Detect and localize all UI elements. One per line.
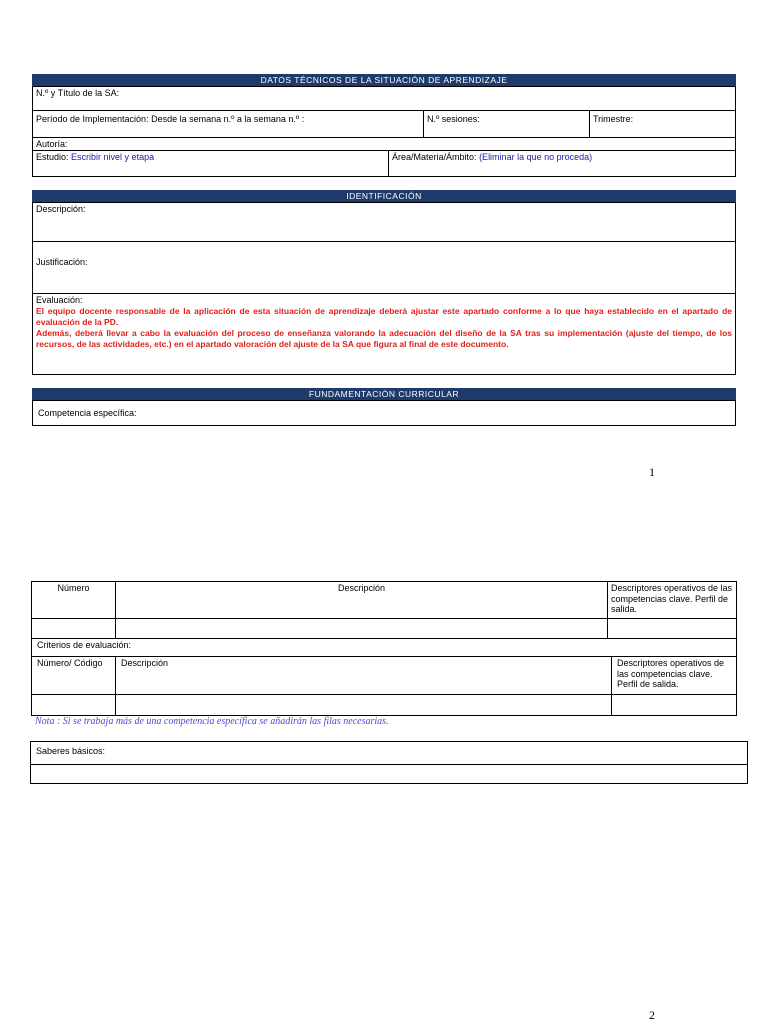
criterio-descripcion-cell[interactable] <box>115 694 611 715</box>
evaluacion-cell[interactable] <box>33 293 735 374</box>
col-numero-header: Número <box>57 583 90 593</box>
evaluacion-label: Evaluación: <box>36 295 83 305</box>
page-number-1: 1 <box>649 465 655 479</box>
area-cell[interactable] <box>388 150 735 176</box>
trimestre-cell[interactable] <box>589 110 735 137</box>
sesiones-cell[interactable] <box>423 110 589 137</box>
crit-col-descriptores-header: Descriptores operativos de las competencias clave. Perfil de salida. <box>611 657 736 694</box>
competencia-table <box>31 581 737 639</box>
area-value: (Eliminar la que no proceda) <box>479 152 593 162</box>
page-number-2: 2 <box>649 1008 655 1022</box>
nota-text: Nota : Si se trabaja más de una competencia específica se añadirán las filas necesarias. <box>35 716 389 727</box>
criterio-descriptores-cell[interactable] <box>611 694 736 715</box>
criterios-table <box>31 656 737 716</box>
titulo-row[interactable] <box>33 87 735 110</box>
periodo-cell[interactable] <box>33 110 423 137</box>
criterios-label: Criterios de evaluación: <box>37 640 132 650</box>
crit-col-numero-header: Número/ Código <box>37 658 103 668</box>
competencia-box[interactable] <box>32 400 736 426</box>
identificacion-table <box>32 202 736 375</box>
criterios-row <box>31 638 737 657</box>
descripcion-cell[interactable] <box>33 203 735 241</box>
col-descripcion-header: Descripción <box>115 582 607 618</box>
datos-tecnicos-table <box>32 86 736 177</box>
criterio-numero-cell[interactable] <box>32 694 115 715</box>
fundamentacion-header: FUNDAMENTACIÓN CURRICULAR <box>32 388 736 400</box>
sesiones-label: N.º sesiones: <box>427 114 480 124</box>
saberes-table <box>30 741 748 784</box>
estudio-value: Escribir nivel y etapa <box>71 152 155 162</box>
estudio-cell[interactable] <box>33 150 388 176</box>
saberes-content-cell[interactable] <box>31 764 747 783</box>
datos-tecnicos-header: DATOS TÉCNICOS DE LA SITUACIÓN DE APRENDIZAJE <box>32 74 736 86</box>
competencia-label: Competencia específica: <box>38 408 137 418</box>
evaluacion-text-1: El equipo docente responsable de la aplicación de esta situación de aprendizaje deberá ajustar este apartado conforme a lo que haya establecido en el apartado de evaluación de la PD. <box>36 306 732 327</box>
area-label: Área/Materia/Ámbito: <box>392 152 477 162</box>
competencia-descriptores-cell[interactable] <box>607 618 736 638</box>
col-descriptores-header: Descriptores operativos de las competencias clave. Perfil de salida. <box>607 582 736 618</box>
titulo-label: N.º y Título de la SA: <box>36 88 120 98</box>
autoria-label: Autoría: <box>36 139 68 149</box>
evaluacion-text-2: Además, deberá llevar a cabo la evaluación del proceso de enseñanza valorando la adecuación del diseño de la SA tras su implementación (ajuste del tiempo, de los recursos, de las actividades, etc.) en el apartado valoración del ajuste de la SA que figura al final de este documento. <box>36 328 732 349</box>
crit-col-descripcion-header: Descripción <box>115 657 611 694</box>
saberes-label: Saberes básicos: <box>36 746 106 756</box>
competencia-descripcion-cell[interactable] <box>115 618 607 638</box>
justificacion-label: Justificación: <box>36 257 88 267</box>
justificacion-cell[interactable] <box>33 241 735 293</box>
periodo-label: Período de Implementación: Desde la semana n.º a la semana n.º : <box>36 114 305 124</box>
estudio-label: Estudio: <box>36 152 69 162</box>
autoria-cell[interactable] <box>33 137 735 150</box>
descripcion-label: Descripción: <box>36 204 86 214</box>
competencia-numero-cell[interactable] <box>32 618 115 638</box>
identificacion-header: IDENTIFICACIÓN <box>32 190 736 202</box>
trimestre-label: Trimestre: <box>593 114 634 124</box>
